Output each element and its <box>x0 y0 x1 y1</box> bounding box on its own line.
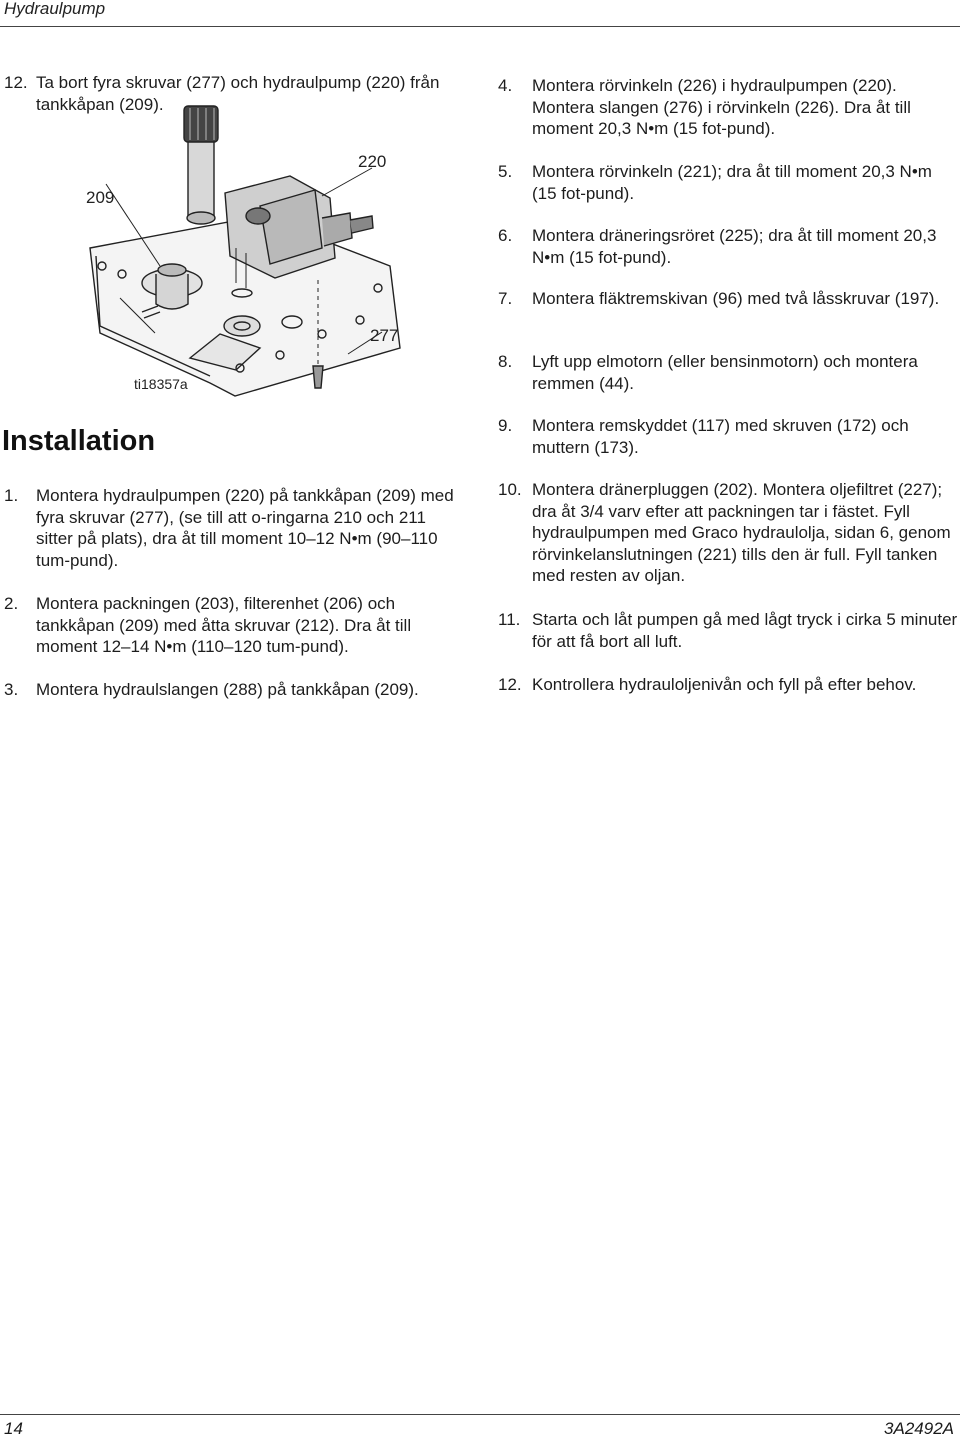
header-title: Hydraulpump <box>4 0 106 18</box>
step-text: Montera rörvinkeln (221); dra åt till moment 20,3 N•m (15 fot-pund). <box>532 162 932 203</box>
pump-assembly-figure <box>60 98 480 410</box>
install-step-8 <box>498 351 958 394</box>
install-step-10 <box>498 479 958 587</box>
header-divider <box>0 26 960 27</box>
step-text: Montera dräneringsröret (225); dra åt till moment 20,3 N•m (15 fot-pund). <box>532 226 937 267</box>
install-step-5 <box>498 161 958 204</box>
step-text: Starta och låt pumpen gå med lågt tryck i cirka 5 minuter för att få bort all luft. <box>532 610 958 651</box>
pump-assembly-illustration <box>60 98 480 410</box>
callout-277: 277 <box>370 326 399 345</box>
step-number: 12. <box>4 73 28 92</box>
install-step-1 <box>4 485 464 571</box>
install-step-9 <box>498 415 958 458</box>
step-text: Montera hydraulpumpen (220) på tankkåpan (209) med fyra skruvar (277), (se till att o-ringarna 210 och 211 sitter på plats), dra åt till moment 10–12 N•m (90–110 tum-pund). <box>36 486 454 570</box>
document-number: 3A2492A <box>884 1419 954 1438</box>
step-number: 9. <box>498 416 513 435</box>
step-number: 10. <box>498 480 522 499</box>
step-number: 3. <box>4 680 19 699</box>
install-step-3 <box>4 679 464 701</box>
step-text: Montera rörvinkeln (226) i hydraulpumpen (220). Montera slangen (276) i rörvinkeln (226). Dra åt till moment 20,3 N•m (15 fot-pund). <box>532 76 911 138</box>
step-text: Montera packningen (203), filterenhet (206) och tankkåpan (209) med åtta skruvar (212). Dra åt till moment 12–14 N•m (110–120 tum-pund). <box>36 594 412 656</box>
step-number: 2. <box>4 594 19 613</box>
step-text: Kontrollera hydrauloljenivån och fyll på efter behov. <box>532 675 917 694</box>
figure-id: ti18357a <box>134 376 188 392</box>
step-number: 12. <box>498 675 522 694</box>
step-number: 6. <box>498 226 513 245</box>
install-step-4 <box>498 75 958 140</box>
step-number: 11. <box>498 610 521 629</box>
install-step-12 <box>498 674 958 696</box>
step-text: Montera dränerpluggen (202). Montera oljefiltret (227); dra åt 3/4 varv efter att packningen tar i fästet. Fyll hydraulpumpen med Graco hydraulolja, sidan 6, genom rörvinkelanslutningen (221) tills den är full. Fyll tanken med resten av oljan. <box>532 480 951 585</box>
step-text: Montera remskyddet (117) med skruven (172) och muttern (173). <box>532 416 909 457</box>
install-step-6 <box>498 225 958 268</box>
step-number: 4. <box>498 76 513 95</box>
step-number: 7. <box>498 289 513 308</box>
step-number: 8. <box>498 352 513 371</box>
callout-220: 220 <box>358 152 387 171</box>
step-text: Lyft upp elmotorn (eller bensinmotorn) och montera remmen (44). <box>532 352 918 393</box>
step-number: 5. <box>498 162 513 181</box>
page-number: 14 <box>4 1419 23 1438</box>
step-text: Montera fläktremskivan (96) med två låsskruvar (197). <box>532 289 940 308</box>
step-text: Ta bort fyra skruvar (277) och hydraulpump (220) från tankkåpan (209). <box>36 73 440 114</box>
step-text: Montera hydraulslangen (288) på tankkåpan (209). <box>36 680 419 699</box>
install-step-7 <box>498 288 958 310</box>
install-step-2 <box>4 593 464 658</box>
footer-divider <box>0 1414 960 1415</box>
step-number: 1. <box>4 486 19 505</box>
section-heading-installation: Installation <box>2 425 156 457</box>
install-step-11 <box>498 609 958 652</box>
callout-209: 209 <box>86 188 115 207</box>
